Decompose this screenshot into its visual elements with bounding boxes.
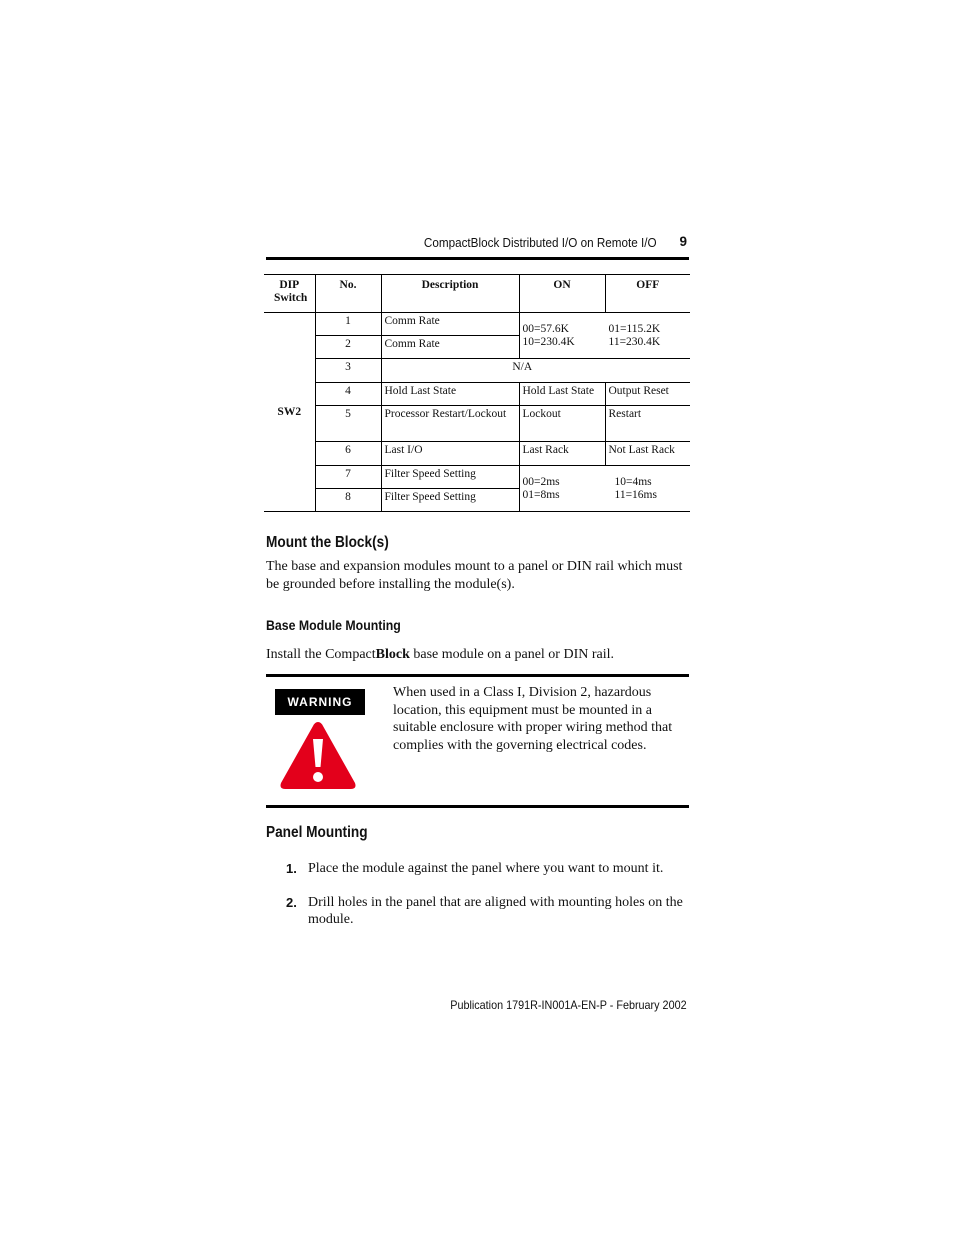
mount-paragraph: The base and expansion modules mount to a panel or DIN rail which must be grounded before installing the module(s). [266,559,683,592]
row-description: Comm Rate [381,336,519,359]
warning-badge: WARNING [275,689,365,715]
row-number: 8 [315,489,381,512]
warning-triangle-icon [278,719,358,791]
running-header [266,233,689,253]
row-description: Filter Speed Setting [381,489,519,512]
page-number: 9 [679,234,687,249]
row-number: 2 [315,336,381,359]
header-rule [266,257,689,260]
step-number: 1. [286,861,297,876]
comm-rate-value: 11=230.4K [608,335,661,348]
row-on-value: Lockout [519,406,605,442]
header-title: CompactBlock Distributed I/O on Remote I/O [424,235,657,250]
row-description: Last I/O [381,442,519,466]
row-off-value: Output Reset [605,383,690,406]
row-on-value: Last Rack [519,442,605,466]
table-row [264,442,690,466]
row-on-value: Hold Last State [519,383,605,406]
subsection-heading-base: Base Module Mounting [266,617,401,633]
row-description: Processor Restart/Lockout [381,406,519,442]
row-description: Comm Rate [381,313,519,336]
section-heading-mount: Mount the Block(s) [266,534,389,551]
warning-top-rule [266,674,689,677]
step-text: Drill holes in the panel that are aligned with mounting holes on the module. [308,894,683,927]
panel-steps-list [286,860,688,945]
filter-speed-value: 11=16ms [614,488,657,501]
section-heading-panel: Panel Mounting [266,824,368,841]
warning-text: When used in a Class I, Division 2, hazardous location, this equipment must be mounted in a suitable enclosure with proper wiring method that complies with the governing electrical codes. [393,685,673,753]
row-description: Hold Last State [381,383,519,406]
column-header-off: OFF [605,275,690,313]
footer-publication: Publication 1791R-IN001A-EN-P - February 2002 [450,998,687,1012]
filter-speed-value: 00=2ms [522,475,560,488]
row-number: 6 [315,442,381,466]
table-header-row [264,275,690,313]
column-header-description: Description [381,275,519,313]
table-row [264,466,690,489]
row-off-value: Restart [605,406,690,442]
step-number: 2. [286,894,297,910]
base-text-after: base module on a panel or DIN rail. [409,647,614,662]
warning-bottom-rule [266,805,689,808]
comm-rate-value: 00=57.6K [522,322,569,335]
table-row [264,383,690,406]
row-description: Filter Speed Setting [381,466,519,489]
table-row [264,313,690,336]
column-header-on: ON [519,275,605,313]
column-header-dip-switch: DIP Switch [264,275,315,313]
warning-exclamation-dot [313,772,323,782]
row-number: 4 [315,383,381,406]
list-item [286,860,688,878]
table-row [264,359,690,383]
base-paragraph [266,646,690,664]
row-number: 1 [315,313,381,336]
filter-speed-values [519,466,690,512]
row-description-na: N/A [381,359,690,383]
row-off-value: Not Last Rack [605,442,690,466]
step-text: Place the module against the panel where you want to mount it. [308,861,664,876]
comm-rate-value: 01=115.2K [608,322,661,335]
base-text-bold: Block [375,647,410,662]
switch-name-cell: SW2 [264,313,315,512]
table-row [264,406,690,442]
row-number: 3 [315,359,381,383]
base-text-before: Install the Compact [266,647,376,662]
row-number: 7 [315,466,381,489]
dip-switch-table [264,274,690,512]
filter-speed-value: 10=4ms [614,475,652,488]
column-header-no: No. [315,275,381,313]
comm-rate-values [519,313,690,359]
row-number: 5 [315,406,381,442]
comm-rate-value: 10=230.4K [522,335,575,348]
list-item [286,894,688,929]
filter-speed-value: 01=8ms [522,488,560,501]
